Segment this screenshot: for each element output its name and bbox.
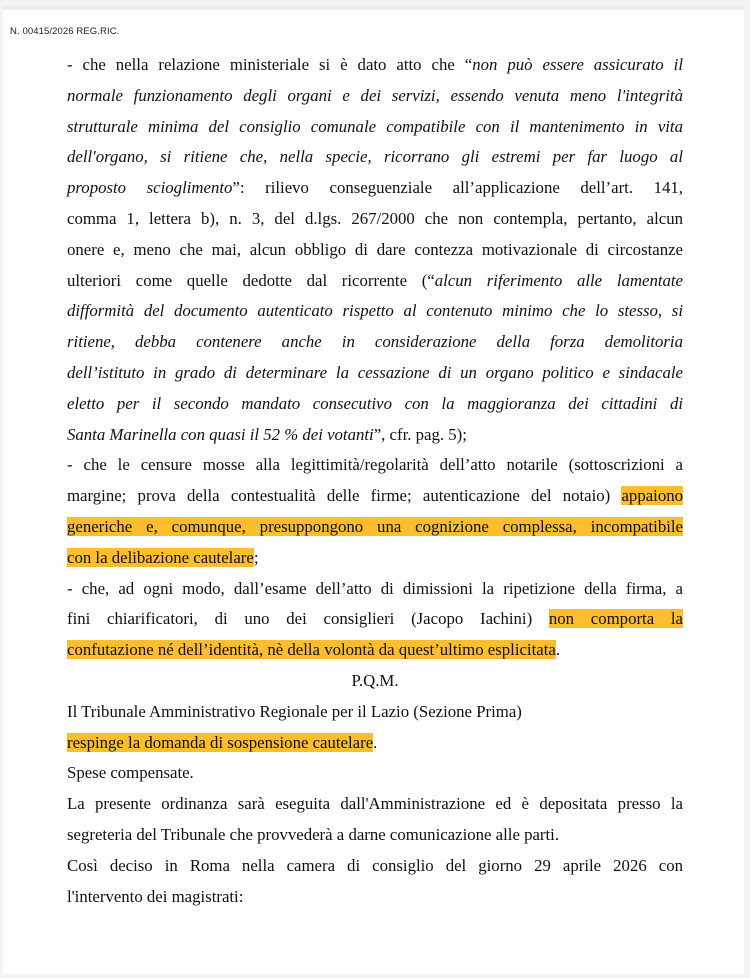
text-line [67,235,683,266]
text-span: . [555,640,561,660]
text-line [67,820,683,851]
highlighted-text: generiche e, comunque, presuppongono una cognizione complessa, incompatibile [67,516,683,536]
quoted-text: dell’istituto in grado di determinare la cessazione di un organo politico e sindacale [67,362,683,382]
text-span: ”, cfr. pag. 5); [373,424,467,444]
quoted-text: strutturale minima del consiglio comunale compatibile con il mantenimento in vita [67,116,683,136]
text-line [67,389,683,420]
text-line [67,512,683,543]
quoted-text: difformità del documento autenticato rispetto al contenuto minimo che lo stesso, si [67,301,683,321]
highlighted-text: non comporta la [548,609,683,629]
decision-line [67,728,683,759]
text-span: ulteriori come quelle dedotte dal ricorrente (“ [67,270,435,290]
paragraph-execution [67,789,683,851]
quoted-text: dell'organo, si ritiene che, nella specie, ricorrano gli estremi per far luogo al [67,147,683,167]
ordinance-body [67,50,683,912]
highlighted-text: con la delibazione cautelare [67,547,254,567]
paragraph-signature-repetition [67,574,683,666]
text-line [67,543,683,574]
text-line [67,604,683,635]
text-line [67,266,683,297]
text-line [67,882,683,913]
text-line [67,635,683,666]
text-span: La presente ordinanza sarà eseguita dall'Amministrazione ed è depositata presso la [67,794,683,814]
paragraph-decided [67,851,683,913]
text-span: comma 1, lettera b), n. 3, del d.lgs. 267/2000 che non contempla, pertanto, alcun [67,208,683,228]
text-line [67,358,683,389]
quoted-text: Santa Marinella con quasi il 52 % dei votanti [67,424,374,444]
text-span: ”: rilievo conseguenziale all’applicazione dell’art. 141, [232,178,683,198]
quoted-text: proposto scioglimento [67,178,233,198]
text-line [67,112,683,143]
text-span: . [373,732,378,752]
document-page [3,6,744,974]
paragraph-ministerial-report [67,50,683,450]
text-line [67,327,683,358]
quoted-text: alcun riferimento alle lamentate [434,270,684,290]
quoted-text: eletto per il secondo mandato consecutivo con la maggioranza dei cittadini di [67,393,683,413]
text-span: - che le censure mosse alla legittimità/regolarità dell’atto notarile (sottoscrizioni a [67,455,683,475]
text-line [67,296,683,327]
text-line [67,481,683,512]
text-span: margine; prova della contestualità delle firme; autenticazione del notaio) [67,486,622,506]
page-top-edge [3,6,744,10]
registry-number: N. 00415/2026 REG.RIC. [10,26,120,37]
text-line [67,50,683,81]
text-line [67,81,683,112]
text-line [67,420,683,451]
text-line [67,450,683,481]
text-span: - che, ad ogni modo, dall’esame dell’atto di dimissioni la ripetizione della firma, a [67,578,683,598]
paragraph-notarial-act [67,450,683,573]
text-span: l'intervento dei magistrati: [67,886,244,906]
text-span: Così deciso in Roma nella camera di consiglio del giorno 29 aprile 2026 con [67,855,683,875]
text-line [67,204,683,235]
quoted-text: non può essere assicurato il [472,55,683,74]
text-line [67,574,683,605]
tribunal-line: Il Tribunale Amministrativo Regionale per il Lazio (Sezione Prima) [67,701,522,721]
text-line [67,142,683,173]
highlighted-text: appaiono [621,486,683,506]
text-line [67,789,683,820]
text-span: onere e, meno che mai, alcun obbligo di dare contezza motivazionale di circostanze [67,239,683,259]
text-line [67,173,683,204]
highlighted-text: respinge la domanda di sospensione cautelare [67,732,374,752]
pqm-heading: P.Q.M. [351,670,399,690]
costs-line: Spese compensate. [67,763,194,783]
text-span: segreteria del Tribunale che provvederà a darne comunicazione alle parti. [67,824,560,844]
text-span: ; [253,547,259,567]
quoted-text: normale funzionamento degli organi e dei servizi, essendo venuta meno l'integrità [67,85,683,105]
text-span: fini chiarificatori, di uno dei consiglieri (Jacopo Iachini) [67,609,549,629]
highlighted-text: confutazione né dell’identità, nè della volontà da quest’ultimo esplicitata [67,640,556,660]
text-span: - che nella relazione ministeriale si è dato atto che “ [67,55,473,74]
text-line [67,851,683,882]
quoted-text: ritiene, debba contenere anche in considerazione della forza demolitoria [67,332,683,352]
